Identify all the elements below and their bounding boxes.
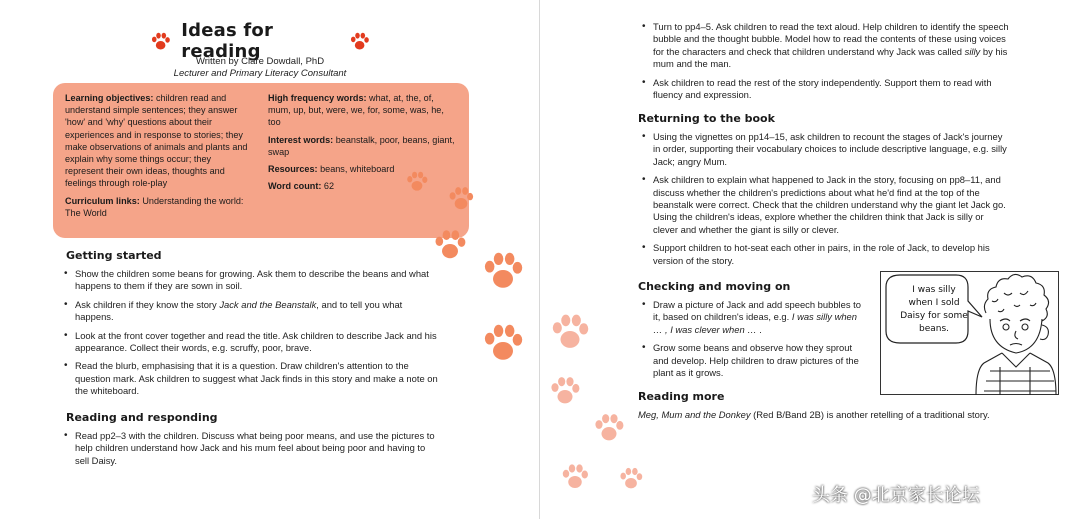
text-segment: . (756, 323, 762, 335)
text-segment: Turn to pp4–5. Ask children to read the text aloud. Help children to identify the speech bubble and the thought bubble. Model how to read the contents of these using voices for the characters and check that children understand why Jack was called (653, 21, 1009, 57)
list-item: • Show the children some beans for growing. Ask them to describe the beans and what happens to them if they are sown in soil. (62, 268, 438, 293)
objectives-column-right (268, 92, 458, 197)
paw-print-icon (480, 322, 526, 362)
heading-checking: Checking and moving on (638, 280, 791, 293)
book-title-em: Meg, Mum and the Donkey (638, 409, 751, 420)
watermark: 头条 @北京家长论坛 (812, 485, 980, 506)
text-segment: , and to tell you what happens. (75, 298, 403, 323)
author-role: Lecturer and Primary Literacy Consultant (173, 68, 347, 79)
resources-text: beans, whiteboard (317, 164, 395, 175)
emphasis: silly (964, 45, 981, 57)
learning-objectives-label: Learning objectives: (65, 93, 154, 103)
heading-reading-more: Reading more (638, 390, 725, 403)
hf-label: High frequency words: (268, 93, 367, 103)
author-line: Written by Clare Dowdall, PhD (195, 56, 325, 67)
curriculum-links-label: Curriculum links: (65, 195, 140, 206)
paw-print-icon (432, 228, 468, 260)
list-item: • Ask children to read the rest of the story independently. Support them to read with fluency and expression. (640, 77, 1010, 102)
high-frequency-words (268, 92, 458, 129)
heading-reading-responding: Reading and responding (66, 411, 218, 424)
paw-print-icon (405, 170, 429, 192)
word-count (268, 180, 458, 192)
resources (268, 163, 458, 175)
paw-print-icon (560, 462, 590, 490)
interest-words (268, 134, 458, 158)
interest-label: Interest words: (268, 134, 334, 145)
paw-print-icon (150, 29, 171, 53)
heading-getting-started: Getting started (66, 249, 162, 262)
paw-print-icon (349, 29, 370, 53)
hf-text: what, at, the, of, mum, up, but, were, we, for, some, was, he, too (268, 93, 444, 128)
list-item (62, 299, 438, 324)
list-item: • Read pp2–3 with the children. Discuss what being poor means, and use the pictures to help children understand how Jack and his mum feel about being poor and having to sell Daisy. (62, 430, 438, 467)
list-item (640, 21, 1010, 71)
list-item: • Using the vignettes on pp14–15, ask children to recount the stages of Jack's journey in order, supporting their vocabulary choices to include descriptive language, e.g. silly Jack; angry Mum. (640, 131, 1010, 168)
paw-print-icon (480, 250, 526, 290)
curriculum-links-text: Understanding the world: The World (65, 195, 244, 218)
interest-text: beanstalk, poor, beans, giant, swap (268, 134, 455, 157)
getting-started-list (62, 268, 438, 404)
text-segment: Draw a picture of Jack and add speech bubbles to it, based on children's ideas, e.g. (653, 299, 861, 323)
reading-responding-list (62, 430, 438, 473)
resources-label: Resources: (268, 164, 318, 175)
objectives-panel (53, 83, 469, 238)
list-item: • Grow some beans and observe how they sprout and develop. Help children to draw pictures of the plant as it grows. (640, 342, 866, 379)
list-item: • Ask children to explain what happened to Jack in the story, focusing on pp8–11, and discuss whether the children's predictions about what he'd find at the top of the beanstalk were correct. Check that the children understand why the giant let Jack go. Using the children's ideas, explore whether the children think that Jack is silly or clever and whether the giant is silly or clever. (640, 174, 1010, 236)
paw-print-icon (548, 312, 592, 350)
checking-list (640, 299, 866, 385)
learning-objectives (65, 92, 251, 190)
text-segment: Ask children if they know the story (75, 298, 220, 310)
speech-bubble-text: I was silly when I sold Daisy for some beans. (900, 285, 968, 334)
list-item: • Read the blurb, emphasising that it is a question. Draw children's attention to the question mark. Ask children to suggest what Jack finds in this story and make a note on the whiteboard. (62, 360, 438, 397)
paw-print-icon (548, 375, 582, 405)
reading-more-text (638, 409, 998, 421)
emphasis: I was silly when … , I was clever when … (653, 311, 857, 335)
page-divider (539, 0, 540, 519)
page-title: Ideas for reading (181, 20, 274, 62)
wordcount-label: Word count: (268, 181, 322, 192)
cartoon-panel (880, 271, 1059, 395)
book-title-em: Jack and the Beanstalk (219, 298, 317, 310)
text-segment: (Red B/Band 2B) is another retelling of a traditional story. (750, 409, 990, 420)
byline (150, 56, 370, 80)
text-segment: by his mum and the man. (653, 45, 1008, 70)
list-item: • Look at the front cover together and read the title. Ask children to describe Jack and his appearance. Collect their words, e.g. scruffy, poor, brave. (62, 330, 438, 355)
right-top-list (640, 21, 1010, 107)
list-item (640, 299, 866, 336)
paw-print-icon (592, 412, 626, 442)
curriculum-links (65, 195, 251, 219)
learning-objectives-text: children read and understand simple sentences; they answer 'how' and 'why' questions about their experiences and in response to stories; they make observations of animals and plants and explain why some things occur; they represent their own ideas, thoughts and feelings through role-play (65, 93, 248, 189)
wordcount-text: 62 (321, 181, 335, 192)
list-item: • Support children to hot-seat each other in pairs, in the role of Jack, to develop his version of the story. (640, 242, 1010, 267)
objectives-column-left (65, 92, 251, 224)
returning-list (640, 131, 1010, 273)
heading-returning: Returning to the book (638, 112, 775, 125)
paw-print-icon (618, 466, 644, 490)
paw-print-icon (447, 185, 475, 211)
